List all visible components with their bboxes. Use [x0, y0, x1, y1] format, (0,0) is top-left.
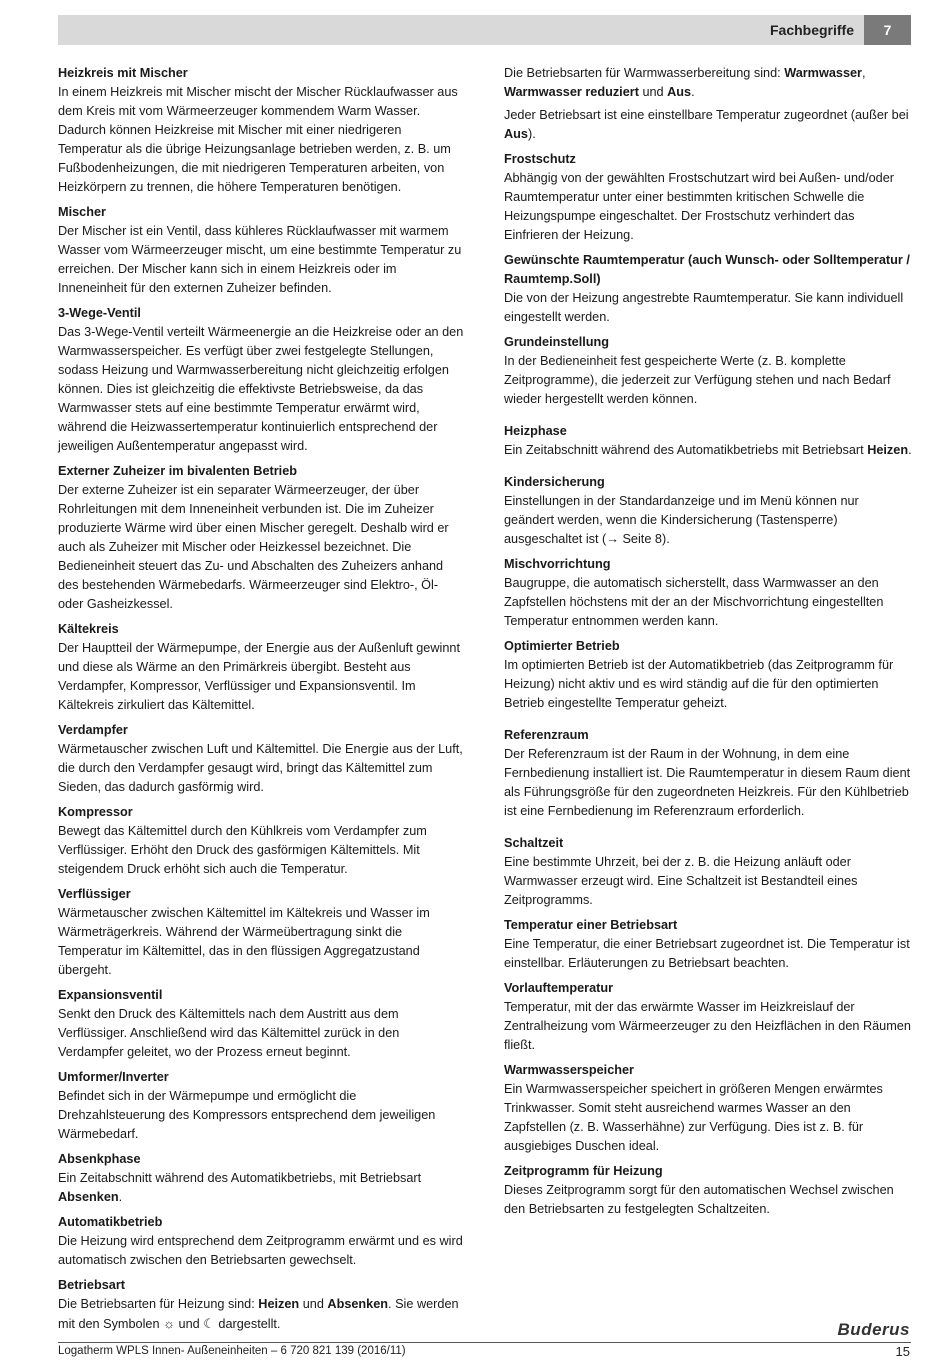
document-reference: Logatherm WPLS Innen- Außeneinheiten – 6 720 821 139 (2016/11) [58, 1345, 406, 1357]
bold-term: Heizen [867, 443, 909, 457]
entry-title: Kältekreis [58, 622, 119, 636]
entry-title: Verflüssiger [58, 887, 131, 901]
entry-vorlauftemperatur [504, 979, 912, 1055]
entry-title: 3-Wege-Ventil [58, 306, 141, 320]
entry-title: Frostschutz [504, 152, 576, 166]
entry-title: Referenzraum [504, 728, 589, 742]
entry-title: Heizphase [504, 424, 567, 438]
entry-expansionsventil [58, 986, 466, 1062]
entry-title: Heizkreis mit Mischer [58, 66, 188, 80]
bold-term: Aus [504, 127, 528, 141]
entry-text [504, 106, 912, 144]
text-run: Die Betriebsarten für Heizung sind: [58, 1297, 259, 1311]
entry-title: Mischvorrichtung [504, 557, 611, 571]
entry-referenzraum [504, 726, 912, 821]
entry-kindersicherung [504, 473, 912, 549]
entry-text: Der Hauptteil der Wärmepumpe, der Energie aus der Außenluft gewinnt und diese als Wärme an den Primärkreis übergibt. Besteht aus Verdampfer, Kompressor, Verflüssiger und Expansionsventil. Im Kältekreis zirkuliert das Kältemittel. [58, 641, 460, 712]
chapter-title: Fachbegriffe [769, 22, 854, 38]
brand-logo: Buderus [837, 1320, 910, 1339]
entry-3-wege-ventil [58, 304, 466, 456]
text-run: ). [527, 127, 536, 141]
entry-kaeltekreis [58, 620, 466, 715]
entry-umformer-inverter [58, 1068, 466, 1144]
text-run: Die Betriebsarten für Warmwasserbereitung sind: [504, 66, 785, 80]
entry-title: Mischer [58, 205, 106, 219]
text-run: und [175, 1317, 204, 1331]
entry-title: Expansionsventil [58, 988, 163, 1002]
entry-text: Senkt den Druck des Kältemittels nach dem Austritt aus dem Verflüssiger. Anschließend wird das Kältemittel zurück in den Verdampfer geleitet, wo der Prozess erneut beginnt. [58, 1007, 400, 1059]
entry-betriebsart [58, 1276, 466, 1334]
text-run: Ein Zeitabschnitt während des Automatikbetriebs mit Betriebsart [504, 443, 864, 457]
page-number: 15 [895, 1344, 910, 1359]
bold-term: Heizen [258, 1297, 300, 1311]
footer-divider [58, 1342, 911, 1343]
entry-kompressor [58, 803, 466, 879]
entry-title: Externer Zuheizer im bivalenten Betrieb [58, 464, 298, 478]
sun-icon: ☼ [163, 1316, 175, 1331]
entry-gewuenschte-raumtemperatur [504, 251, 912, 327]
entry-text: Ein Warmwasserspeicher speichert in größeren Mengen erwärmtes Trinkwasser. Somit steht ausreichend warmes Wasser an den Zapfstellen (z. B. Wasserhähne) zur Verfügung. Dies ist z. B. für ausgiebiges Duschen ideal. [504, 1082, 883, 1153]
left-column [58, 64, 466, 1340]
entry-text: Wärmetauscher zwischen Kältemittel im Kältekreis und Wasser im Wärmeträgerkreis. Während der Wärmeübertragung sinkt die Temperatur im Kältemittel, das in den flüssigen Aggregatzustand übergeht. [58, 906, 430, 977]
entry-title: Verdampfer [58, 723, 128, 737]
entry-text: Befindet sich in der Wärmepumpe und ermöglicht die Drehzahlsteuerung des Kompressors entsprechend dem jeweiligen Wärmebedarf. [58, 1089, 436, 1141]
text-run: Ein Zeitabschnitt während des Automatikbetriebs, mit Betriebsart [58, 1171, 422, 1185]
entry-text: Der Referenzraum ist der Raum in der Wohnung, in dem eine Fernbedienung installiert ist. Die Raumtemperatur in diesem Raum dient als Führungsgröße für den zugeordneten Heizkreis. Für den Kühlbetrieb ist eine Fernbedienung im Referenzraum erforderlich. [504, 747, 911, 818]
entry-absenkphase [58, 1150, 466, 1207]
entry-title: Warmwasserspeicher [504, 1063, 634, 1077]
entry-title: Zeitprogramm für Heizung [504, 1164, 663, 1178]
bold-term: Aus [667, 85, 692, 99]
entry-title: Umformer/Inverter [58, 1070, 169, 1084]
text-run: . Sie werden mit den Symbolen [58, 1297, 459, 1331]
entry-text: In einem Heizkreis mit Mischer mischt der Mischer Rücklaufwasser aus dem Kreis mit vom Wärmeerzeuger kommendem Warm Wasser. Dadurch können Heizkreise mit Mischer mit einer niedrigeren Temperatur als die übrige Heizungsanlage betrieben werden, z. B. um Fußbodenheizungen, die mit niedrigeren Temperaturen arbeiten, von Heizkörpern zu trennen, die höhere Temperaturen benötigen. [58, 85, 458, 194]
entry-text: Abhängig von der gewählten Frostschutzart wird bei Außen- und/oder Raumtemperatur unter einer bestimmten kritischen Schwelle die Heizungspumpe eingeschaltet. Der Frostschutz verhindert das Einfrieren der Heizung. [504, 171, 895, 242]
text-run: . [691, 85, 695, 99]
entry-verdampfer [58, 721, 466, 797]
entry-text: Baugruppe, die automatisch sicherstellt, dass Warmwasser an den Zapfstellen höchstens mit der an der Mischvorrichtung eingestellten Temperatur entnommen werden kann. [504, 576, 884, 628]
bold-term: Absenken [58, 1190, 119, 1204]
entry-title: Vorlauftemperatur [504, 981, 614, 995]
entry-title: Automatikbetrieb [58, 1215, 163, 1229]
entry-text: Die von der Heizung angestrebte Raumtemperatur. Sie kann individuell eingestellt werden. [504, 291, 904, 324]
text-run: . [118, 1190, 123, 1204]
entry-optimierter-betrieb [504, 637, 912, 713]
entry-title: Schaltzeit [504, 836, 564, 850]
entry-zeitprogramm-fuer-heizung [504, 1162, 912, 1219]
entry-heizphase [504, 422, 912, 460]
entry-title: Gewünschte Raumtemperatur (auch Wunsch- oder Solltemperatur / Raumtemp.Soll) [504, 253, 910, 286]
entry-warmwasserspeicher [504, 1061, 912, 1156]
entry-title: Grundeinstellung [504, 335, 610, 349]
entry-text: Bewegt das Kältemittel durch den Kühlkreis vom Verdampfer zum Verflüssiger. Erhöht den Druck des gasförmigen Kältemittels. Mit steigendem Druck erhöht sich auch die Temperatur. [58, 824, 427, 876]
entry-text: Temperatur, mit der das erwärmte Wasser im Heizkreislauf der Zentralheizung vom Wärmeerzeuger zu den Heizflächen in den Räumen fließt. [504, 1000, 911, 1052]
moon-icon: ☾ [203, 1316, 215, 1331]
text-run: Jeder Betriebsart ist eine einstellbare Temperatur zugeordnet (außer bei [504, 108, 909, 122]
entry-heizkreis-mit-mischer [58, 64, 466, 197]
chapter-number: 7 [864, 15, 911, 45]
entry-automatikbetrieb [58, 1213, 466, 1270]
entry-text: Eine Temperatur, die einer Betriebsart zugeordnet ist. Die Temperatur ist einstellbar. Erläuterungen zu Betriebsart beachten. [504, 937, 910, 970]
entry-verfluessiger [58, 885, 466, 980]
text-run: dargestellt. [214, 1317, 281, 1331]
bold-term: Warmwasser reduziert [504, 85, 639, 99]
entry-title: Kindersicherung [504, 475, 605, 489]
entry-schaltzeit [504, 834, 912, 910]
right-column [504, 64, 912, 1225]
entry-title: Temperatur einer Betriebsart [504, 918, 678, 932]
entry-temperatur-einer-betriebsart [504, 916, 912, 973]
entry-text [504, 64, 912, 102]
entry-text [504, 441, 912, 460]
entry-text: Eine bestimmte Uhrzeit, bei der z. B. die Heizung anläuft oder Warmwasser erzeugt wird. Eine Schaltzeit ist Bestandteil eines Zeitprogramms. [504, 855, 858, 907]
text-run: . [908, 443, 912, 457]
text-run: und [638, 85, 668, 99]
entry-title: Optimierter Betrieb [504, 639, 620, 653]
text-run: und [299, 1297, 328, 1311]
entry-title: Kompressor [58, 805, 133, 819]
text-run: , [862, 66, 866, 80]
entry-text: Das 3-Wege-Ventil verteilt Wärmeenergie an die Heizkreise oder an den Warmwasserspeicher. Es verfügt über zwei festgelegte Stellungen, sodass Heizung und Warmwasserbereitung nicht gleichzeitig erfolgen können. Dies ist gleichzeitig die effektivste Betriebsweise, da das Warmwasser stets auf eine bestimmte Temperatur erwärmt wird, während die Heizwassertemperatur kontinuierlich entsprechend der jeweiligen Außentemperatur angepasst wird. [58, 325, 464, 453]
entry-externer-zuheizer [58, 462, 466, 614]
entry-betriebsart-warmwasser [504, 64, 912, 144]
entry-text: In der Bedieneinheit fest gespeicherte Werte (z. B. komplette Zeitprogramme), die jederzeit zur Verfügung stehen und nach Bedarf wieder hergestellt werden können. [504, 354, 891, 406]
entry-grundeinstellung [504, 333, 912, 409]
entry-frostschutz [504, 150, 912, 245]
entry-text: Die Heizung wird entsprechend dem Zeitprogramm erwärmt und es wird automatisch zwischen den Betriebsarten gewechselt. [58, 1234, 463, 1267]
entry-text [58, 1169, 466, 1207]
bold-term: Warmwasser [784, 66, 862, 80]
bold-term: Absenken [327, 1297, 389, 1311]
entry-title: Betriebsart [58, 1278, 125, 1292]
entry-text [58, 1295, 466, 1334]
header-bar [58, 15, 864, 45]
entry-title: Absenkphase [58, 1152, 141, 1166]
entry-text: Dieses Zeitprogramm sorgt für den automatischen Wechsel zwischen den Betriebsarten zu festgelegten Schaltzeiten. [504, 1183, 894, 1216]
entry-text: Einstellungen in der Standardanzeige und im Menü können nur geändert werden, wenn die Kindersicherung (Tastensperre) ausgeschaltet ist (→ Seite 8). [504, 494, 859, 546]
entry-text: Der Mischer ist ein Ventil, dass kühleres Rücklaufwasser mit warmem Wasser vom Wärmeerzeuger mischt, um eine bestimmte Temperatur zu erreichen. Der Mischer kann sich in einem Heizkreis oder im Inneneinheit für den externen Zuheizer befinden. [58, 224, 462, 295]
entry-text: Wärmetauscher zwischen Luft und Kältemittel. Die Energie aus der Luft, die durch den Verdampfer gesaugt wird, bringt das Kältemittel zum Sieden, das dadurch gasförmig wird. [58, 742, 463, 794]
entry-mischer [58, 203, 466, 298]
entry-text: Der externe Zuheizer ist ein separater Wärmeerzeuger, der über Rohrleitungen mit dem Inneneinheit verbunden ist. Die im Zuheizer produzierte Wärme wird über einen Mischer geregelt. Deshalb wird er auch als Zuheizer mit Mischer oder Heizkessel bezeichnet. Die Bedieneinheit steuert das Zu- und Abschalten des Zuheizers anhand des bestehenden Wärmebedarfs. Wärmeerzeuger sind Elektro-, Öl- oder Gasheizkessel. [58, 483, 449, 611]
entry-text: Im optimierten Betrieb ist der Automatikbetrieb (das Zeitprogramm für Heizung) nicht aktiv und es wird ständig auf die für den optimierten Betrieb eingestellte Temperatur geheizt. [504, 658, 894, 710]
entry-mischvorrichtung [504, 555, 912, 631]
